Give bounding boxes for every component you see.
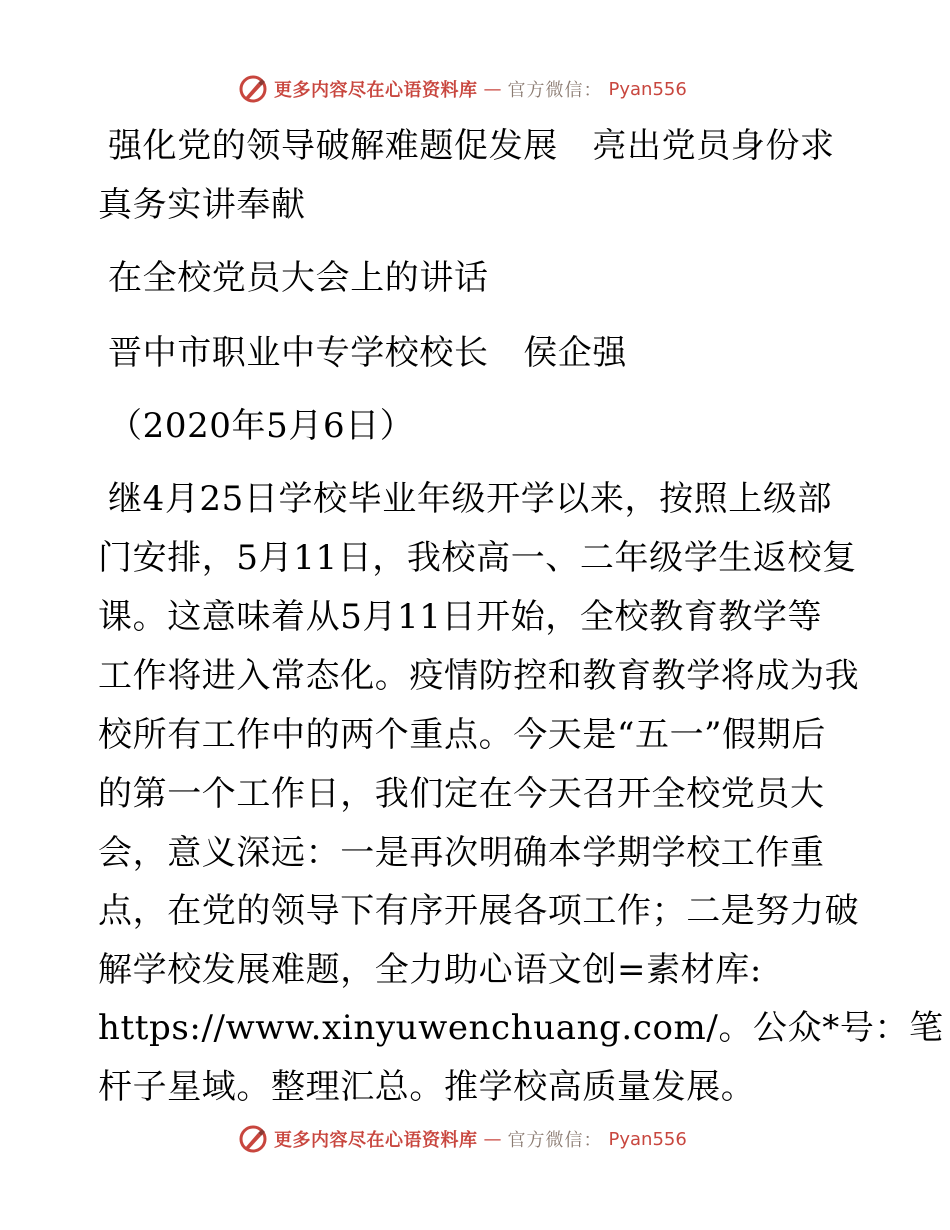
- title-line-1: 强化党的领导破解难题促发展 亮出党员身份求: [108, 126, 835, 166]
- watermark-header: [238, 74, 687, 104]
- body-line: 解学校发展难题，全力助心语文创=素材库:: [98, 950, 762, 990]
- watermark-official-label: 官方微信：: [507, 1130, 603, 1151]
- body-line: 门安排，5月11日，我校高一、二年级学生返校复: [98, 538, 857, 578]
- title-line-2: 真务实讲奉献: [98, 185, 306, 225]
- speech-subtitle: 在全校党员大会上的讲话: [108, 258, 489, 298]
- body-line: 课。这意味着从5月11日开始，全校教育教学等: [98, 597, 823, 637]
- watermark-official-label: 官方微信：: [507, 80, 603, 101]
- body-line: 工作将进入常态化。疫情防控和教育教学将成为我: [98, 656, 860, 696]
- watermark-main-text: 更多内容尽在心语资料库: [274, 1130, 478, 1151]
- watermark-separator: —: [483, 1128, 502, 1150]
- watermark-account: Pyan556: [608, 1128, 687, 1150]
- watermark-account: Pyan556: [608, 78, 687, 100]
- pen-logo-icon: [238, 74, 268, 104]
- body-line: 继4月25日学校毕业年级开学以来，按照上级部: [108, 479, 833, 519]
- speech-date: （2020年5月6日）: [108, 406, 415, 446]
- watermark-separator: —: [483, 78, 502, 100]
- body-line: 杆子星域。整理汇总。推学校高质量发展。: [98, 1067, 756, 1107]
- body-line: 会，意义深远：一是再次明确本学期学校工作重: [98, 833, 825, 873]
- body-line: 点，在党的领导下有序开展各项工作；二是努力破: [98, 891, 860, 931]
- watermark-main-text: 更多内容尽在心语资料库: [274, 80, 478, 101]
- body-line: https://www.xinyuwenchuang.com/。公众*号：笔: [98, 1008, 944, 1048]
- body-line: 校所有工作中的两个重点。今天是“五一”假期后: [98, 715, 826, 755]
- pen-logo-icon: [238, 1124, 268, 1154]
- watermark-footer: [238, 1124, 687, 1154]
- speech-author: 晋中市职业中专学校校长 侯企强: [108, 333, 627, 373]
- body-line: 的第一个工作日，我们定在今天召开全校党员大: [98, 774, 825, 814]
